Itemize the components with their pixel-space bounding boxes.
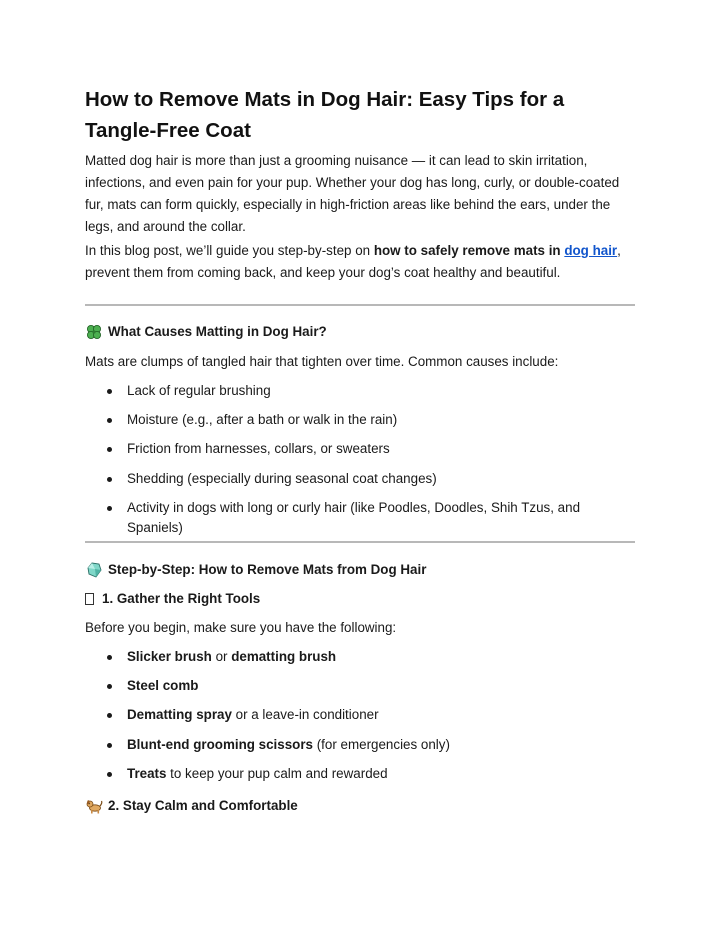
- divider: [85, 541, 635, 543]
- tools-list: [85, 647, 637, 793]
- guide-bold: how to safely remove mats in: [373, 243, 565, 258]
- dog-hair-link[interactable]: dog hair: [564, 243, 618, 258]
- list-item: Activity in dogs with long or curly hair (like Poodles, Doodles, Shih Tzus, and Spaniels): [85, 498, 637, 527]
- tool-note: (for emergencies only): [313, 736, 450, 752]
- missing-glyph-icon: [85, 593, 94, 605]
- step1-heading: [85, 589, 260, 609]
- step1-intro: Before you begin, make sure you have the following:: [85, 620, 397, 635]
- clover-icon: [85, 323, 103, 341]
- steps-heading: [85, 560, 426, 580]
- divider: [85, 304, 635, 306]
- gem-icon: [85, 561, 103, 579]
- list-item: Lack of regular brushing: [85, 381, 637, 410]
- page-title: How to Remove Mats in Dog Hair: Easy Tips for a Tangle-Free Coat: [85, 88, 565, 142]
- tool-note: or a leave-in conditioner: [231, 707, 379, 723]
- list-item: [85, 676, 637, 705]
- guide-prefix: In this blog post, we’ll guide you step-by-step on: [85, 243, 374, 258]
- causes-intro: Mats are clumps of tangled hair that tighten over time. Common causes include:: [85, 354, 559, 369]
- step2-heading-text: 2. Stay Calm and Comfortable: [108, 798, 298, 813]
- step1-heading-text: 1. Gather the Right Tools: [102, 591, 261, 606]
- tool-name: Blunt-end grooming scissors: [127, 736, 313, 752]
- tool-connector: or: [211, 649, 232, 664]
- tool-name: Slicker brush: [127, 649, 212, 664]
- steps-heading-text: Step-by-Step: How to Remove Mats from Dog Hair: [108, 562, 427, 577]
- list-item: [85, 705, 637, 734]
- list-item: Shedding (especially during seasonal coat changes): [85, 469, 637, 498]
- tool-name: Dematting spray: [127, 707, 232, 723]
- guide-suffix: , prevent them from coming back, and keep your dog’s coat healthy and beautiful.: [85, 243, 621, 280]
- list-item: [85, 735, 637, 764]
- list-item: Moisture (e.g., after a bath or walk in the rain): [85, 410, 637, 439]
- list-item: [85, 764, 637, 793]
- tool-name-alt: dematting brush: [231, 649, 337, 664]
- causes-heading-text: What Causes Matting in Dog Hair?: [108, 324, 327, 339]
- causes-heading: [85, 322, 327, 342]
- step2-heading: [85, 796, 298, 816]
- tool-note: to keep your pup calm and rewarded: [166, 765, 388, 781]
- dog-icon: [85, 797, 103, 815]
- tool-name: Treats: [127, 765, 167, 781]
- list-item: Friction from harnesses, collars, or sweaters: [85, 439, 637, 468]
- guide-paragraph: [85, 240, 637, 284]
- causes-list: [85, 381, 637, 535]
- list-item: [85, 647, 637, 676]
- intro-paragraph: Matted dog hair is more than just a grooming nuisance — it can lead to skin irritation, infections, and even pain for your pup. Whether your dog has long, curly, or double-coated fur, mats can form quickly, especially in high-friction areas like behind the ears, under the legs, and around the collar.: [85, 153, 620, 234]
- tool-name: Steel comb: [127, 678, 199, 694]
